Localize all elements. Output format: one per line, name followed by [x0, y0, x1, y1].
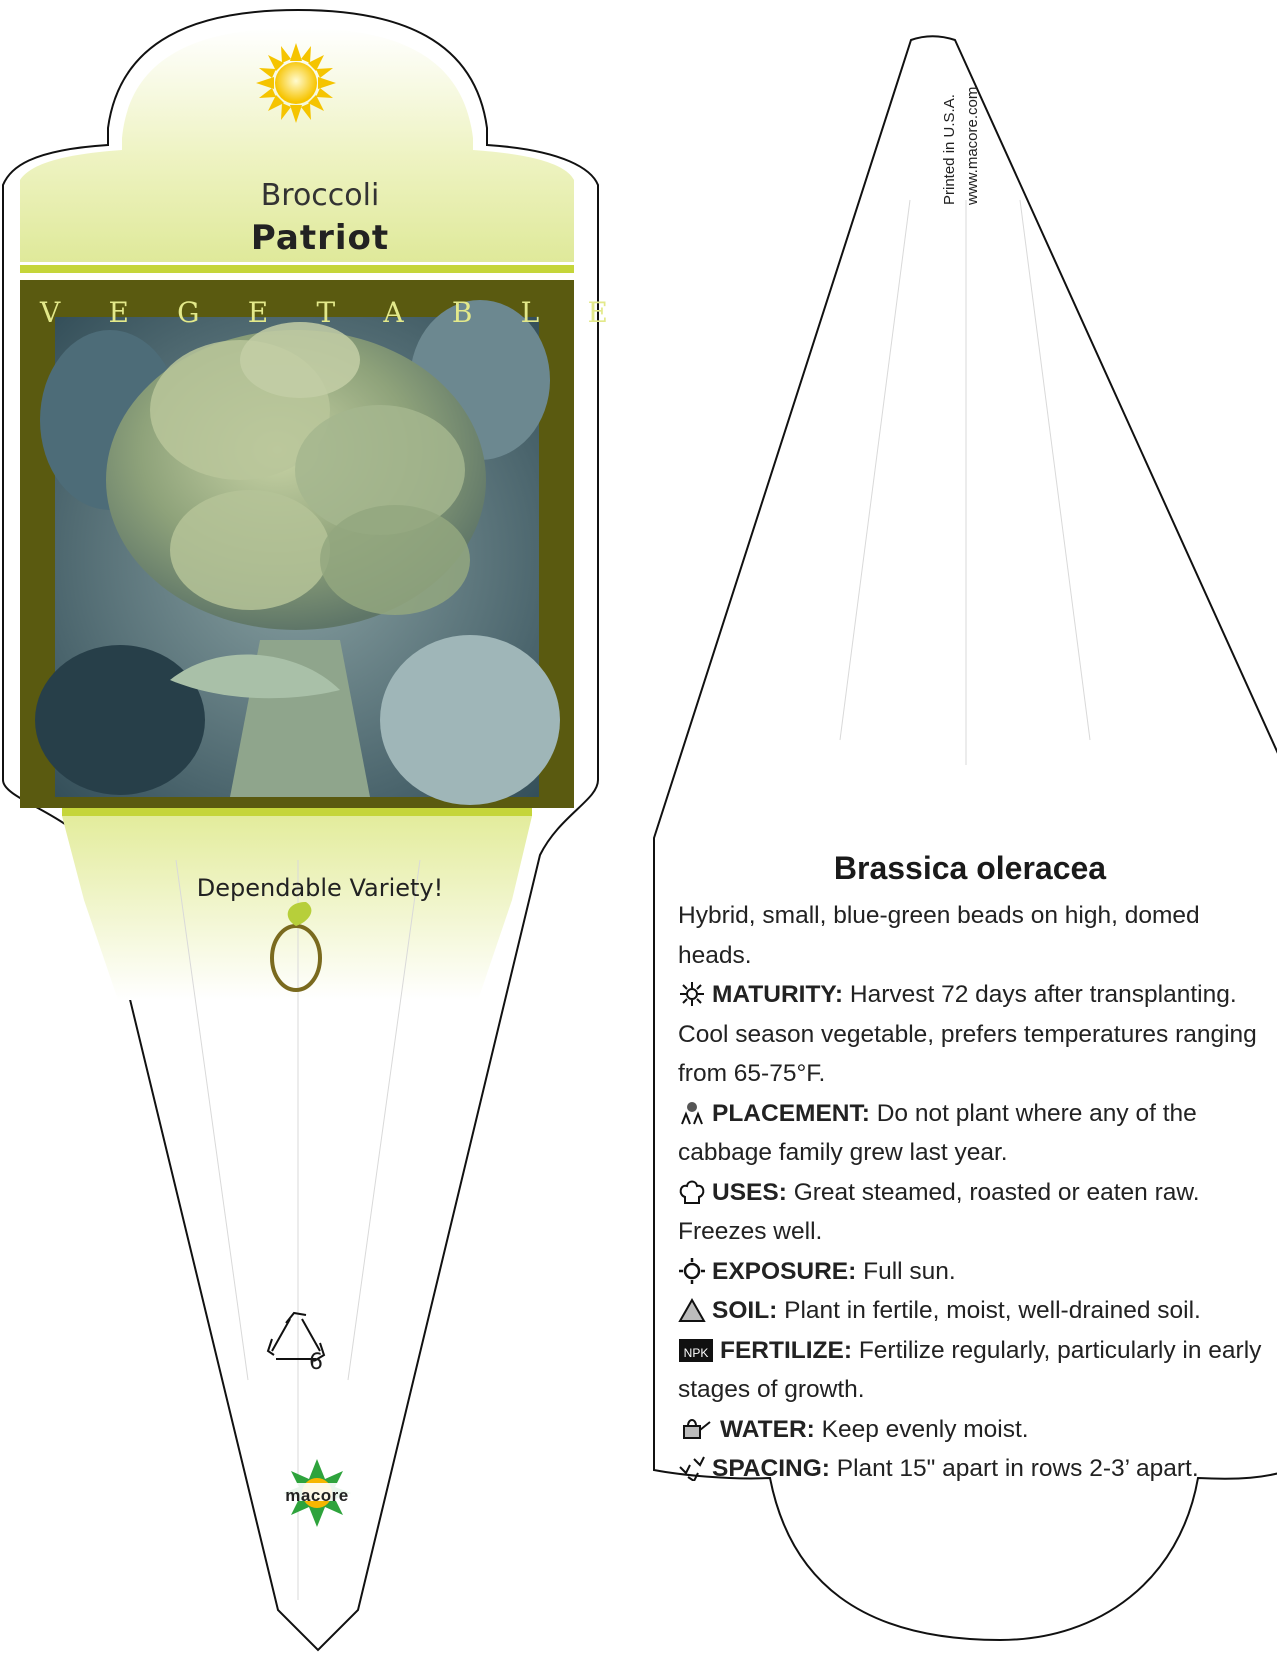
- soil-item: [678, 1291, 1270, 1331]
- spacing-item: [678, 1449, 1270, 1489]
- item-label: SOIL:: [712, 1297, 778, 1324]
- item-text: Great steamed, roasted or eaten raw. Freezes well.: [678, 1178, 1200, 1245]
- header-stripe: [20, 265, 574, 273]
- exposure-item: [678, 1252, 1270, 1292]
- brand-name: macore: [285, 1486, 349, 1505]
- item-label: WATER:: [720, 1415, 815, 1443]
- sun-icon: [678, 1258, 706, 1284]
- item-text: Plant 15" apart in rows 2-3’ apart.: [829, 1455, 1199, 1482]
- soil-icon: [678, 1297, 706, 1323]
- printed-in: Printed in U.S.A.: [941, 94, 958, 205]
- item-label: FERTILIZE:: [720, 1336, 853, 1364]
- category-letter: V: [40, 296, 61, 329]
- description: Hybrid, small, blue-green beads on high, domed heads.: [678, 902, 1200, 969]
- common-name: Broccoli: [260, 178, 380, 213]
- category-letter: A: [383, 296, 404, 329]
- printer-info: [938, 87, 984, 205]
- broccoli-photo: [35, 300, 560, 805]
- category-letter: E: [108, 296, 129, 329]
- item-text: Fertilize regularly, particularly in early stages of growth.: [678, 1336, 1262, 1403]
- category-label: [40, 296, 608, 332]
- placement-icon: [678, 1100, 706, 1126]
- water-item: [678, 1410, 1270, 1450]
- scientific-name: Brassica oleracea: [833, 850, 1107, 886]
- category-letter: E: [587, 296, 608, 329]
- sun-icon: [256, 43, 336, 123]
- category-letter: L: [520, 296, 540, 329]
- watering-can-icon: [678, 1416, 714, 1442]
- chef-hat-icon: [678, 1179, 706, 1205]
- item-label: SPACING:: [712, 1455, 830, 1482]
- item-text: Full sun.: [856, 1257, 956, 1285]
- uses-item: [678, 1173, 1270, 1252]
- care-instructions: [678, 896, 1270, 1489]
- item-label: EXPOSURE:: [712, 1257, 857, 1285]
- maturity-item: [678, 975, 1270, 1094]
- category-letter: G: [177, 296, 200, 329]
- slogan: Dependable Variety!: [196, 874, 444, 902]
- footer-stripe: [62, 808, 532, 816]
- category-letter: T: [316, 296, 336, 329]
- placement-item: [678, 1094, 1270, 1173]
- item-text: Harvest 72 days after transplanting. Cool season vegetable, prefers temperatures ranging from 65-75°F.: [678, 981, 1257, 1087]
- flower-icon: [678, 981, 706, 1007]
- spacing-icon: [678, 1455, 706, 1481]
- item-label: MATURITY:: [712, 981, 844, 1008]
- website: www.macore.com: [964, 86, 981, 205]
- category-letter: B: [451, 296, 473, 329]
- category-letter: E: [247, 296, 269, 329]
- item-label: PLACEMENT:: [712, 1099, 870, 1127]
- variety-name: Patriot: [250, 218, 390, 258]
- item-text: Do not plant where any of the cabbage family grew last year.: [678, 1099, 1197, 1166]
- item-text: Keep evenly moist.: [814, 1415, 1029, 1443]
- fertilize-item: [678, 1331, 1270, 1410]
- recycle-number: 6: [309, 1350, 323, 1375]
- item-label: USES:: [712, 1178, 787, 1206]
- item-text: Plant in fertile, moist, well-drained soil.: [777, 1297, 1201, 1324]
- npk-label: NPK: [683, 1345, 709, 1360]
- npk-icon: [678, 1337, 714, 1363]
